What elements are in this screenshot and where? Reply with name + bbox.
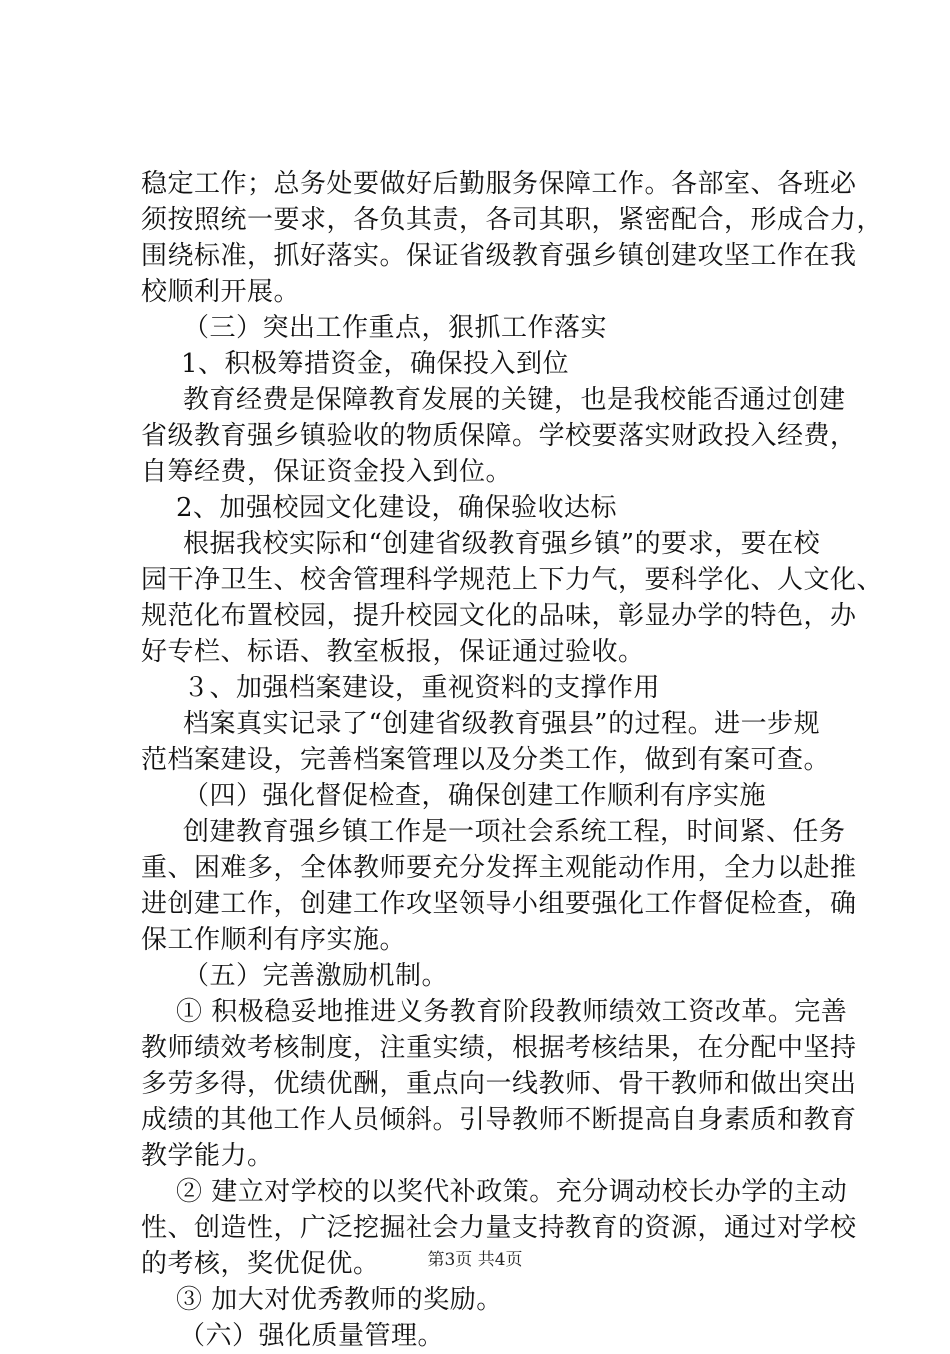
text-line: 档案真实记录了“创建省级教育强县”的过程。进一步规: [183, 709, 821, 739]
subsection-heading: 1、积极筹措资金，确保投入到位: [181, 349, 570, 379]
text-line: 好专栏、标语、教室板报，保证通过验收。: [141, 637, 645, 667]
section-heading: （四）强化督促检查，确保创建工作顺利有序实施: [183, 781, 767, 811]
text-line: 规范化布置校园，提升校园文化的品味，彰显办学的特色，办: [141, 601, 857, 631]
section-heading: （六）强化质量管理。: [179, 1321, 445, 1351]
text-line: 多劳多得，优绩优酬，重点向一线教师、骨干教师和做出突出: [141, 1069, 857, 1099]
text-line: 范档案建设，完善档案管理以及分类工作，做到有案可查。: [141, 745, 831, 775]
subsection-heading: ３、加强档案建设，重视资料的支撑作用: [183, 673, 661, 703]
text-line: 围绕标准，抓好落实。保证省级教育强乡镇创建攻坚工作在我: [141, 241, 857, 271]
page-footer: 第3页 共4页: [427, 1250, 523, 1270]
text-line: 自筹经费，保证资金投入到位。: [141, 457, 513, 487]
text-line: 须按照统一要求，各负其责，各司其职，紧密配合，形成合力，: [141, 205, 884, 235]
text-line: 校顺利开展。: [141, 277, 301, 307]
text-line: 省级教育强乡镇验收的物质保障。学校要落实财政投入经费，: [141, 421, 857, 451]
section-heading: （五）完善激励机制。: [183, 961, 449, 991]
list-item: ① 积极稳妥地推进义务教育阶段教师绩效工资改革。完善: [176, 997, 848, 1027]
text-line: 进创建工作，创建工作攻坚领导小组要强化工作督促检查，确: [141, 889, 857, 919]
text-line: 重、困难多，全体教师要充分发挥主观能动作用，全力以赴推: [141, 853, 857, 883]
section-heading: （三）突出工作重点，狠抓工作落实: [183, 313, 608, 343]
text-line: 稳定工作；总务处要做好后勤服务保障工作。各部室、各班必: [141, 169, 857, 199]
text-line: 园干净卫生、校舍管理科学规范上下力气，要科学化、人文化、: [141, 565, 884, 595]
text-line: 教师绩效考核制度，注重实绩，根据考核结果，在分配中坚持: [141, 1033, 857, 1063]
text-line: 性、创造性，广泛挖掘社会力量支持教育的资源，通过对学校: [141, 1213, 857, 1243]
subsection-heading: 2、加强校园文化建设，确保验收达标: [176, 493, 618, 523]
list-item: ③ 加大对优秀教师的奖励。: [176, 1285, 503, 1315]
text-line: 创建教育强乡镇工作是一项社会系统工程，时间紧、任务: [183, 817, 846, 847]
list-item: ② 建立对学校的以奖代补政策。充分调动校长办学的主动: [176, 1177, 848, 1207]
text-line: 的考核，奖优促优。: [141, 1249, 380, 1279]
text-line: 根据我校实际和“创建省级教育强乡镇”的要求，要在校: [183, 529, 821, 559]
text-line: 保工作顺利有序实施。: [141, 925, 407, 955]
text-line: 教育经费是保障教育发展的关键，也是我校能否通过创建: [183, 385, 846, 415]
text-line: 教学能力。: [141, 1141, 274, 1171]
text-line: 成绩的其他工作人员倾斜。引导教师不断提高自身素质和教育: [141, 1105, 857, 1135]
